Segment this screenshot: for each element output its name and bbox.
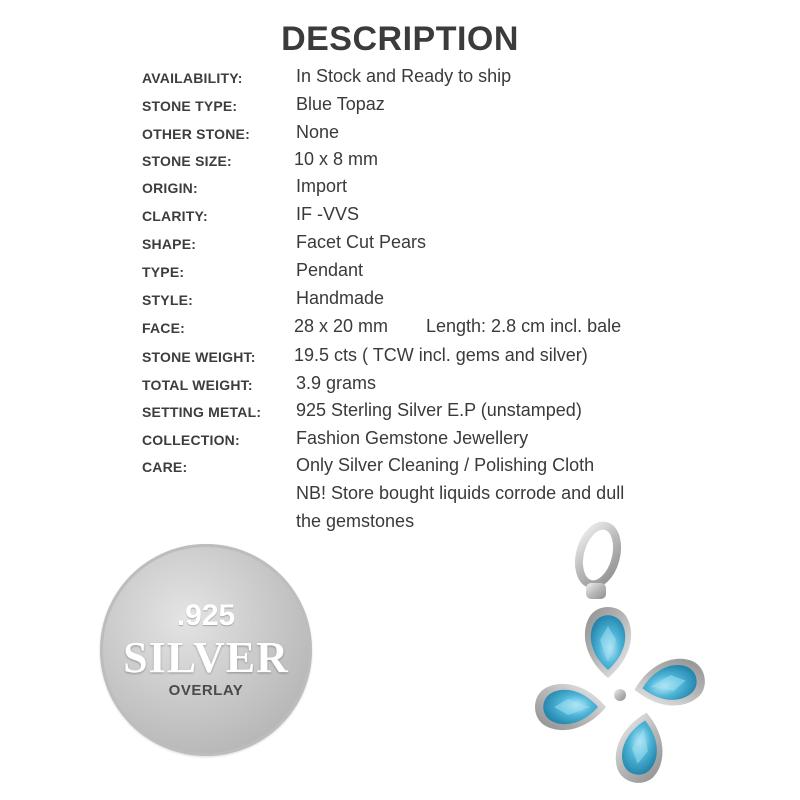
badge-925-text: .925	[176, 599, 236, 632]
spec-value: Import	[296, 176, 348, 196]
spec-value: Facet Cut Pears	[296, 232, 427, 252]
top-gem	[585, 607, 631, 678]
spec-label: CARE:	[142, 459, 188, 475]
spec-row-shape	[142, 232, 782, 258]
spec-row-style	[142, 288, 782, 314]
spec-label: AVAILABILITY:	[142, 70, 243, 86]
care-note-line: the gemstones	[296, 511, 415, 531]
spec-label: TOTAL WEIGHT:	[142, 377, 253, 393]
spec-label: STONE TYPE:	[142, 98, 238, 114]
spec-label: CLARITY:	[142, 208, 208, 224]
page-title: DESCRIPTION	[281, 20, 519, 58]
spec-row-other-stone	[142, 122, 782, 148]
spec-value-length: Length: 2.8 cm incl. bale	[426, 316, 622, 336]
badge-silver-text: SILVER	[123, 633, 289, 682]
spec-row-type	[142, 260, 782, 286]
spec-value: In Stock and Ready to ship	[296, 66, 512, 86]
spec-row-collection	[142, 428, 782, 454]
spec-label: STONE WEIGHT:	[142, 349, 256, 365]
blue-topaz-pendant-image	[520, 515, 720, 795]
spec-label: TYPE:	[142, 264, 185, 280]
spec-value: IF -VVS	[296, 204, 360, 224]
silver-overlay-badge	[100, 544, 312, 756]
spec-label: COLLECTION:	[142, 432, 240, 448]
spec-row-stone-weight	[142, 345, 782, 371]
spec-label: ORIGIN:	[142, 180, 198, 196]
spec-row-clarity	[142, 204, 782, 230]
spec-row-availability	[142, 66, 782, 92]
spec-row-care	[142, 455, 782, 481]
spec-value: 925 Sterling Silver E.P (unstamped)	[296, 400, 582, 420]
right-gem	[631, 655, 709, 713]
spec-row-stone-type	[142, 94, 782, 120]
spec-row-stone-size	[142, 149, 782, 175]
bale-loop	[573, 521, 623, 599]
bottom-gem	[612, 709, 670, 787]
spec-value: Fashion Gemstone Jewellery	[296, 428, 529, 448]
spec-row-total-weight	[142, 373, 782, 399]
spec-label: FACE:	[142, 320, 185, 336]
spec-value: 3.9 grams	[296, 373, 377, 393]
center-joint	[614, 689, 626, 701]
spec-value: 19.5 cts ( TCW incl. gems and silver)	[294, 345, 588, 365]
spec-value: Handmade	[296, 288, 385, 308]
spec-label: STYLE:	[142, 292, 193, 308]
badge-overlay-text: OVERLAY	[168, 682, 244, 699]
spec-row-origin	[142, 176, 782, 202]
spec-row-face	[142, 316, 782, 342]
spec-row-setting-metal	[142, 400, 782, 426]
spec-label: SHAPE:	[142, 236, 197, 252]
care-note-line: NB! Store bought liquids corrode and dull	[296, 483, 625, 503]
spec-value: None	[296, 122, 340, 142]
spec-value: 28 x 20 mm	[294, 316, 389, 336]
spec-value: Pendant	[296, 260, 364, 280]
spec-value: Blue Topaz	[296, 94, 385, 114]
spec-value: 10 x 8 mm	[294, 149, 379, 169]
spec-label: STONE SIZE:	[142, 153, 232, 169]
spec-value: Only Silver Cleaning / Polishing Cloth	[296, 455, 595, 475]
spec-label: SETTING METAL:	[142, 404, 262, 420]
left-gem	[535, 684, 606, 730]
spec-label: OTHER STONE:	[142, 126, 250, 142]
